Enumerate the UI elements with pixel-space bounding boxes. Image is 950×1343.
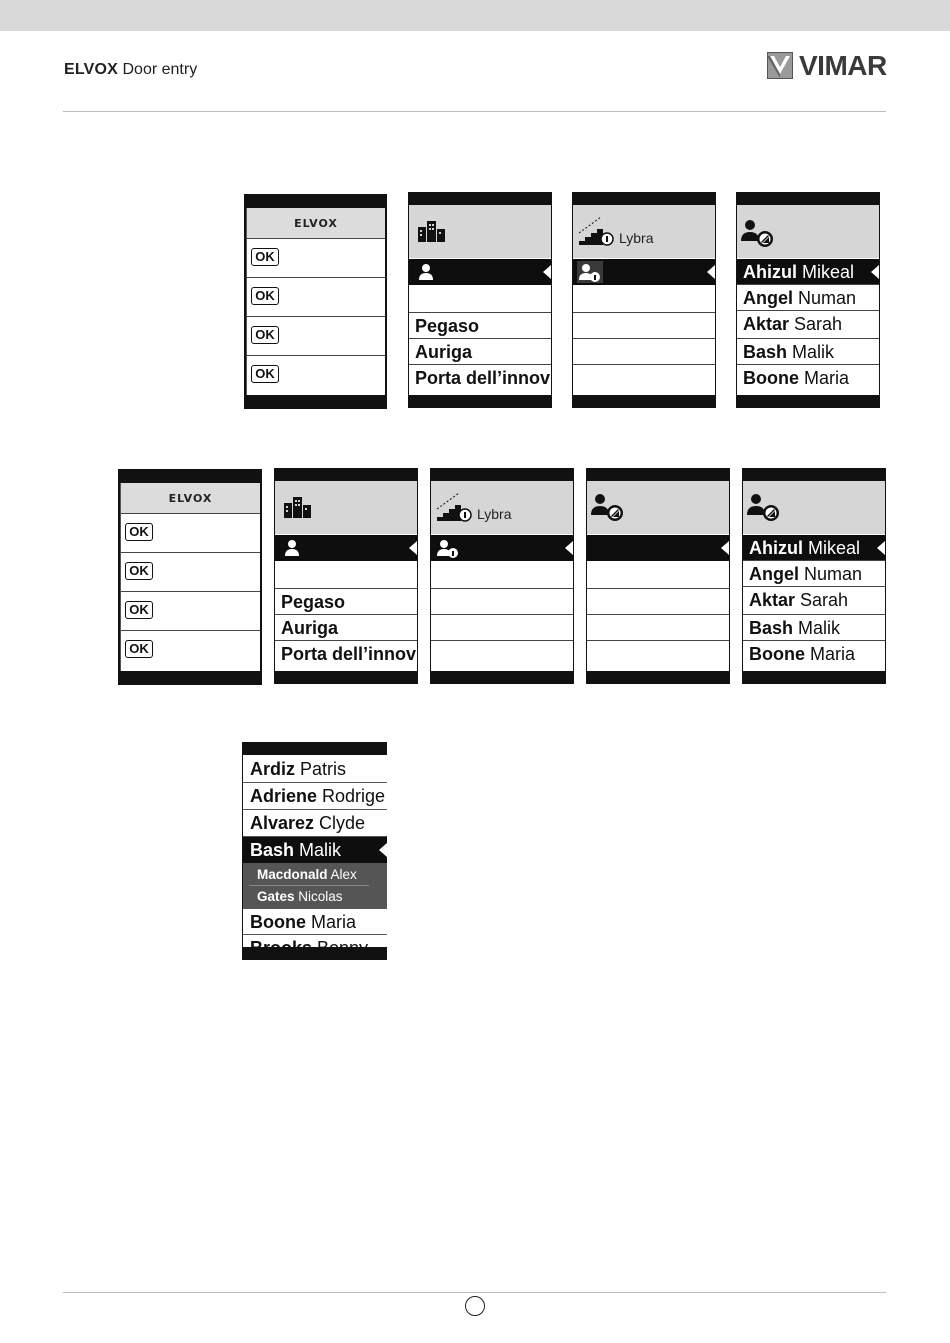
ok-key[interactable]: OK [125, 601, 153, 619]
person-icon [283, 539, 301, 557]
list-item[interactable] [573, 339, 715, 365]
list-item[interactable] [573, 313, 715, 339]
lybra-label: Lybra [477, 506, 512, 522]
vimar-logo-icon [767, 52, 793, 79]
selected-name-row[interactable]: Ahizul Mikeal [743, 535, 885, 561]
selection-notch [707, 265, 715, 279]
selection-notch [565, 541, 573, 555]
names-screen [736, 192, 880, 408]
list-item[interactable]: Porta dell’innov [281, 644, 417, 664]
ok-key[interactable]: OK [125, 640, 153, 658]
list-item[interactable]: Auriga [275, 615, 417, 641]
ok-row[interactable] [121, 553, 260, 592]
vimar-logo: VIMAR [767, 51, 887, 81]
person-info-icon [579, 263, 601, 283]
lybra-label: Lybra [619, 230, 654, 246]
selection-notch [543, 265, 551, 279]
list-item[interactable]: Pegaso [409, 313, 551, 339]
elvox-logo: ELVOX [294, 216, 338, 230]
selection-notch [721, 541, 729, 555]
ok-row[interactable] [247, 356, 385, 394]
list-item[interactable] [431, 561, 573, 589]
list-item[interactable]: Adriene Rodrige [243, 783, 387, 810]
list-item[interactable] [587, 615, 729, 641]
selection-notch [409, 541, 417, 555]
list-item[interactable] [573, 285, 715, 313]
list-item[interactable] [409, 285, 551, 313]
ok-key[interactable]: OK [251, 326, 279, 344]
person-key-icon [591, 493, 627, 523]
ok-key[interactable]: OK [251, 287, 279, 305]
selected-row[interactable] [587, 535, 729, 561]
footer-divider [63, 1292, 886, 1293]
list-item[interactable]: Brooks Bonny [250, 938, 369, 958]
list-item[interactable] [275, 561, 417, 589]
list-item[interactable] [431, 615, 573, 641]
person-icon [417, 263, 435, 281]
selected-row[interactable] [409, 259, 551, 285]
name-row[interactable]: Boone Maria [743, 368, 850, 388]
person-key-icon [741, 219, 777, 249]
ok-row[interactable] [121, 592, 260, 631]
name-row[interactable]: Aktar Sarah [743, 587, 885, 615]
selection-notch [877, 541, 885, 555]
list-item[interactable]: Pegaso [275, 589, 417, 615]
selection-notch [871, 265, 879, 279]
ok-row[interactable] [121, 514, 260, 553]
ok-row[interactable] [247, 239, 385, 278]
name-row[interactable]: Bash Malik [743, 615, 885, 641]
ok-row[interactable] [121, 631, 260, 669]
building-icon [417, 219, 447, 243]
selection-notch [379, 843, 387, 857]
name-row[interactable]: Aktar Sarah [737, 311, 879, 339]
person-info-icon [437, 539, 459, 559]
ok-key[interactable]: OK [125, 523, 153, 541]
list-item[interactable]: Alvarez Clyde [243, 810, 387, 837]
sub-list [243, 864, 387, 908]
page-number-circle [465, 1296, 485, 1316]
list-item[interactable] [587, 589, 729, 615]
scroll-list-screen [242, 742, 387, 960]
stairs-icon [577, 215, 617, 247]
sub-list-item[interactable]: Gates Nicolas [257, 889, 343, 904]
list-item[interactable]: Porta dell’innov [415, 368, 551, 388]
stairs-icon [435, 491, 475, 523]
sub-list-item[interactable]: Macdonald Alex [249, 864, 369, 886]
name-row[interactable]: Boone Maria [749, 644, 856, 664]
name-row[interactable]: Angel Numan [743, 561, 885, 587]
lybra-screen [430, 468, 574, 684]
list-item[interactable]: Boone Maria [243, 908, 387, 935]
list-item[interactable]: Ardiz Patris [243, 755, 387, 783]
list-item[interactable] [587, 561, 729, 589]
list-item[interactable] [431, 589, 573, 615]
ok-screen [118, 469, 262, 685]
ok-screen [244, 194, 387, 409]
name-row[interactable]: Angel Numan [737, 285, 879, 311]
ok-row[interactable] [247, 317, 385, 356]
building-screen [408, 192, 552, 408]
elvox-logo: ELVOX [168, 491, 213, 505]
list-item[interactable] [587, 641, 729, 667]
list-item[interactable]: Auriga [409, 339, 551, 365]
top-bar [0, 0, 950, 31]
selected-list-item[interactable]: Bash Malik [243, 837, 387, 864]
selected-row[interactable] [431, 535, 573, 561]
name-row[interactable]: Bash Malik [737, 339, 879, 365]
selected-row[interactable] [275, 535, 417, 561]
header-divider [63, 111, 886, 112]
ok-key[interactable]: OK [251, 365, 279, 383]
header-title: ELVOX Door entry [64, 61, 198, 78]
lybra-screen [572, 192, 716, 408]
building-icon [283, 495, 313, 519]
list-item[interactable] [431, 641, 573, 667]
person-key-icon [747, 493, 783, 523]
selected-name-row[interactable]: Ahizul Mikeal [737, 259, 879, 285]
person-screen [586, 468, 730, 684]
building-screen [274, 468, 418, 684]
ok-key[interactable]: OK [251, 248, 279, 266]
list-item[interactable] [573, 365, 715, 391]
ok-key[interactable]: OK [125, 562, 153, 580]
names-screen [742, 468, 886, 684]
selected-row[interactable] [573, 259, 715, 285]
ok-row[interactable] [247, 278, 385, 317]
